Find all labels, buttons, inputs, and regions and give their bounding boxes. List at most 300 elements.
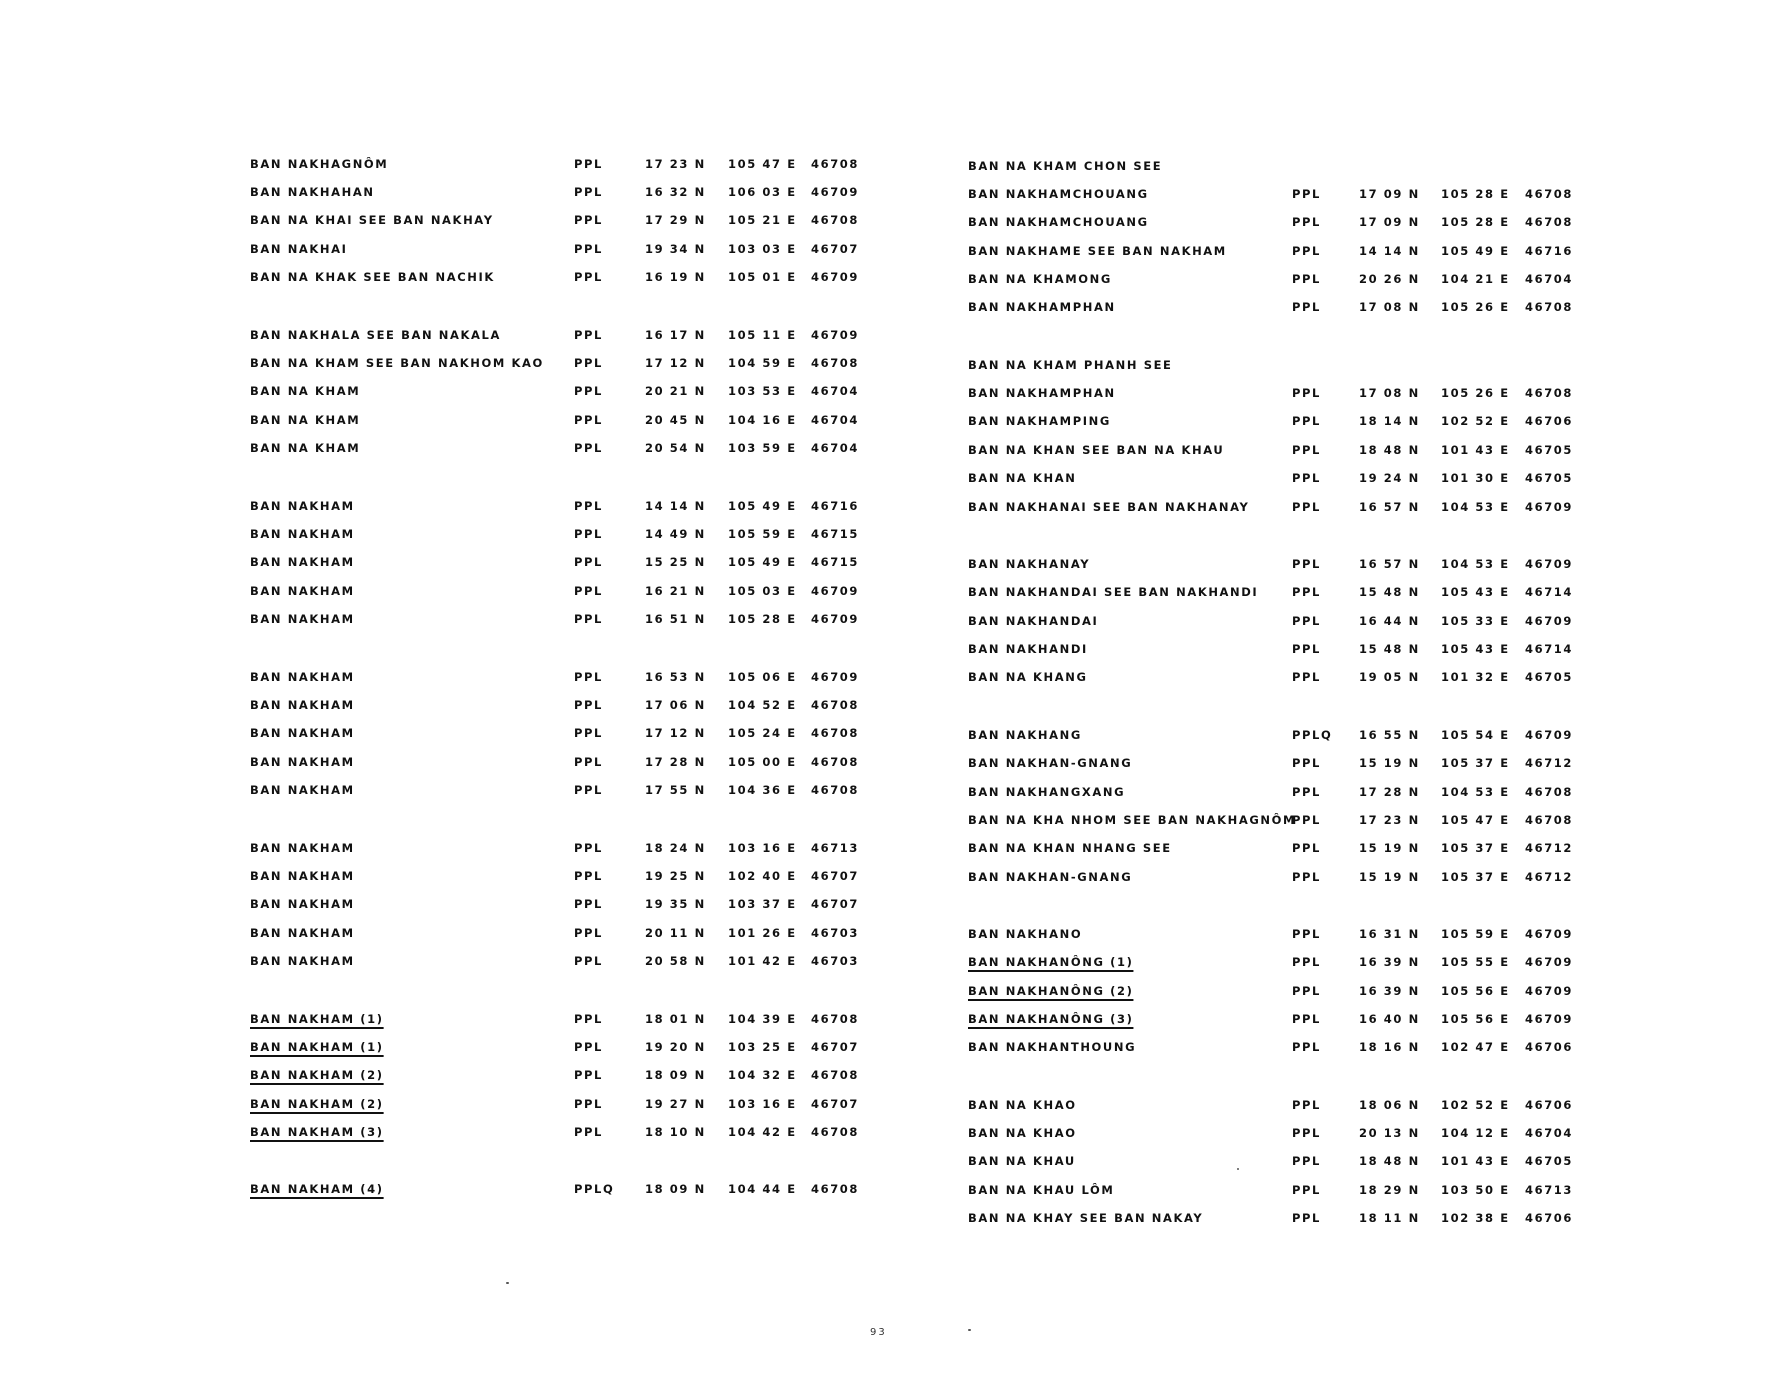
entry-lon: 103 37 E	[728, 897, 797, 911]
entry-type: PPL	[574, 726, 603, 740]
entry-lon: 105 24 E	[728, 726, 797, 740]
entry-lat: 18 48 N	[1359, 443, 1420, 457]
entry-code: 46708	[1525, 813, 1574, 827]
entry-lat: 16 40 N	[1359, 1012, 1420, 1026]
entry-code: 46709	[1525, 1012, 1574, 1026]
entry-lon: 101 30 E	[1441, 471, 1510, 485]
entry-name: BAN NAKHAM	[250, 897, 355, 911]
entry-name: BAN NAKHANÔNG (3)	[968, 1012, 1134, 1026]
entry-name: BAN NA KHAO	[968, 1126, 1077, 1140]
entry-name: BAN NAKHAM	[250, 612, 355, 626]
entry-name: BAN NAKHAI	[250, 242, 348, 256]
entry-lon: 104 12 E	[1441, 1126, 1510, 1140]
entry-lat: 16 57 N	[1359, 557, 1420, 571]
entry-lon: 105 33 E	[1441, 614, 1510, 628]
entry-code: 46705	[1525, 443, 1574, 457]
entry-lat: 16 19 N	[645, 270, 706, 284]
entry-lat: 19 35 N	[645, 897, 706, 911]
entry-type: PPL	[574, 584, 603, 598]
entry-lon: 101 42 E	[728, 954, 797, 968]
speck-mark	[1237, 1168, 1239, 1170]
entry-type: PPL	[1292, 642, 1321, 656]
entry-lon: 105 26 E	[1441, 386, 1510, 400]
entry-type: PPL	[574, 242, 603, 256]
entry-code: 46716	[811, 499, 860, 513]
entry-lat: 20 26 N	[1359, 272, 1420, 286]
entry-code: 46714	[1525, 585, 1574, 599]
entry-lat: 16 21 N	[645, 584, 706, 598]
entry-name: BAN NAKHAM	[250, 698, 355, 712]
entry-lon: 104 39 E	[728, 1012, 797, 1026]
entry-lat: 18 14 N	[1359, 414, 1420, 428]
entry-lon: 105 59 E	[728, 527, 797, 541]
entry-lat: 18 01 N	[645, 1012, 706, 1026]
entry-code: 46708	[811, 783, 860, 797]
entry-lat: 18 24 N	[645, 841, 706, 855]
entry-lon: 104 16 E	[728, 413, 797, 427]
entry-code: 46707	[811, 1040, 860, 1054]
entry-code: 46709	[811, 328, 860, 342]
entry-lat: 18 06 N	[1359, 1098, 1420, 1112]
entry-lat: 18 09 N	[645, 1182, 706, 1196]
entry-type: PPL	[1292, 471, 1321, 485]
entry-code: 46709	[1525, 500, 1574, 514]
entry-type: PPL	[1292, 187, 1321, 201]
entry-code: 46709	[1525, 955, 1574, 969]
entry-code: 46703	[811, 926, 860, 940]
entry-name: BAN NAKHAMPING	[968, 414, 1111, 428]
entry-lon: 102 47 E	[1441, 1040, 1510, 1054]
entry-code: 46708	[811, 356, 860, 370]
entry-lon: 102 40 E	[728, 869, 797, 883]
entry-name: BAN NAKHAM	[250, 869, 355, 883]
entry-lat: 18 16 N	[1359, 1040, 1420, 1054]
entry-name: BAN NA KHAI SEE BAN NAKHAY	[250, 213, 494, 227]
entry-code: 46704	[811, 413, 860, 427]
entry-name: BAN NA KHA NHOM SEE BAN NAKHAGNÔM	[968, 813, 1297, 827]
entry-lat: 17 06 N	[645, 698, 706, 712]
entry-lat: 19 20 N	[645, 1040, 706, 1054]
entry-type: PPL	[574, 213, 603, 227]
entry-code: 46709	[1525, 728, 1574, 742]
entry-code: 46715	[811, 527, 860, 541]
entry-type: PPL	[574, 670, 603, 684]
entry-lon: 103 16 E	[728, 1097, 797, 1111]
entry-lon: 101 32 E	[1441, 670, 1510, 684]
entry-code: 46712	[1525, 756, 1574, 770]
entry-name: BAN NAKHAM	[250, 841, 355, 855]
entry-name: BAN NAKHANDAI SEE BAN NAKHANDI	[968, 585, 1259, 599]
entry-name: BAN NAKHAM	[250, 527, 355, 541]
entry-lat: 18 29 N	[1359, 1183, 1420, 1197]
entry-code: 46706	[1525, 1040, 1574, 1054]
entry-name: BAN NAKHAN-GNANG	[968, 756, 1133, 770]
entry-name: BAN NAKHAM	[250, 726, 355, 740]
entry-lat: 20 11 N	[645, 926, 706, 940]
entry-type: PPL	[574, 841, 603, 855]
entry-code: 46712	[1525, 841, 1574, 855]
entry-name: BAN NAKHAM	[250, 555, 355, 569]
entry-type: PPL	[1292, 386, 1321, 400]
entry-name: BAN NAKHAM	[250, 954, 355, 968]
entry-type: PPL	[574, 499, 603, 513]
entry-lon: 105 43 E	[1441, 585, 1510, 599]
entry-type: PPL	[574, 157, 603, 171]
entry-lon: 105 37 E	[1441, 870, 1510, 884]
entry-code: 46708	[811, 726, 860, 740]
entry-code: 46708	[811, 213, 860, 227]
entry-lon: 102 38 E	[1441, 1211, 1510, 1225]
entry-name: BAN NAKHAME SEE BAN NAKHAM	[968, 244, 1227, 258]
entry-name: BAN NAKHAM	[250, 755, 355, 769]
entry-lon: 102 52 E	[1441, 1098, 1510, 1112]
entry-lat: 16 17 N	[645, 328, 706, 342]
entry-lon: 104 32 E	[728, 1068, 797, 1082]
entry-name: BAN NAKHAMCHOUANG	[968, 215, 1149, 229]
entry-lon: 101 43 E	[1441, 1154, 1510, 1168]
entry-lat: 15 19 N	[1359, 870, 1420, 884]
entry-type: PPLQ	[574, 1182, 615, 1196]
entry-lat: 16 51 N	[645, 612, 706, 626]
entry-type: PPL	[1292, 841, 1321, 855]
entry-code: 46705	[1525, 471, 1574, 485]
entry-lon: 105 43 E	[1441, 642, 1510, 656]
entry-type: PPL	[574, 755, 603, 769]
entry-lat: 17 23 N	[645, 157, 706, 171]
entry-type: PPL	[1292, 1154, 1321, 1168]
entry-lat: 18 48 N	[1359, 1154, 1420, 1168]
entry-lat: 17 08 N	[1359, 300, 1420, 314]
entry-name: BAN NAKHAM (4)	[250, 1182, 384, 1196]
entry-name: BAN NAKHAM	[250, 670, 355, 684]
entry-name: BAN NAKHANÔNG (1)	[968, 955, 1134, 969]
entry-lon: 105 00 E	[728, 755, 797, 769]
entry-code: 46709	[811, 584, 860, 598]
entry-type: PPL	[574, 954, 603, 968]
entry-lon: 105 01 E	[728, 270, 797, 284]
entry-lon: 104 59 E	[728, 356, 797, 370]
entry-name: BAN NAKHAM (2)	[250, 1068, 384, 1082]
entry-name: BAN NAKHANDI	[968, 642, 1088, 656]
entry-type: PPL	[1292, 927, 1321, 941]
entry-code: 46706	[1525, 414, 1574, 428]
entry-name: BAN NAKHAM (3)	[250, 1125, 384, 1139]
entry-lat: 19 05 N	[1359, 670, 1420, 684]
entry-name: BAN NAKHAMPHAN	[968, 300, 1116, 314]
entry-name: BAN NAKHAM	[250, 584, 355, 598]
entry-lat: 16 57 N	[1359, 500, 1420, 514]
entry-name: BAN NAKHANTHOUNG	[968, 1040, 1137, 1054]
entry-code: 46704	[811, 441, 860, 455]
entry-name: BAN NAKHAM (1)	[250, 1012, 384, 1026]
entry-code: 46705	[1525, 670, 1574, 684]
entry-type: PPL	[574, 698, 603, 712]
entry-name: BAN NAKHANÔNG (2)	[968, 984, 1134, 998]
entry-lon: 103 03 E	[728, 242, 797, 256]
entry-name: BAN NAKHAM (2)	[250, 1097, 384, 1111]
entry-lon: 105 56 E	[1441, 984, 1510, 998]
entry-code: 46709	[1525, 614, 1574, 628]
entry-lon: 104 53 E	[1441, 785, 1510, 799]
entry-lat: 18 10 N	[645, 1125, 706, 1139]
entry-lon: 105 54 E	[1441, 728, 1510, 742]
entry-lon: 105 49 E	[728, 555, 797, 569]
entry-name: BAN NA KHANG	[968, 670, 1088, 684]
entry-code: 46709	[1525, 927, 1574, 941]
entry-type: PPLQ	[1292, 728, 1333, 742]
entry-name: BAN NA KHAM	[250, 413, 361, 427]
entry-name: BAN NAKHAN-GNANG	[968, 870, 1133, 884]
speck-mark	[506, 1282, 509, 1284]
page-number: 93	[870, 1327, 887, 1338]
entry-name: BAN NA KHAM PHANH SEE	[968, 358, 1173, 372]
entry-type: PPL	[574, 1125, 603, 1139]
entry-lon: 105 49 E	[728, 499, 797, 513]
entry-name: BAN NA KHAU LÔM	[968, 1183, 1115, 1197]
entry-code: 46708	[1525, 215, 1574, 229]
entry-code: 46708	[1525, 300, 1574, 314]
entry-type: PPL	[1292, 1040, 1321, 1054]
entry-lon: 103 50 E	[1441, 1183, 1510, 1197]
entry-lat: 17 28 N	[1359, 785, 1420, 799]
entry-lat: 15 48 N	[1359, 642, 1420, 656]
entry-lat: 17 09 N	[1359, 215, 1420, 229]
entry-lat: 14 49 N	[645, 527, 706, 541]
entry-name: BAN NAKHANAI SEE BAN NAKHANAY	[968, 500, 1250, 514]
entry-code: 46704	[811, 384, 860, 398]
entry-lat: 17 28 N	[645, 755, 706, 769]
entry-code: 46712	[1525, 870, 1574, 884]
entry-lon: 104 52 E	[728, 698, 797, 712]
entry-type: PPL	[574, 897, 603, 911]
entry-lon: 105 56 E	[1441, 1012, 1510, 1026]
entry-type: PPL	[574, 1068, 603, 1082]
entry-name: BAN NA KHAM	[250, 441, 361, 455]
entry-type: PPL	[1292, 272, 1321, 286]
entry-lat: 17 23 N	[1359, 813, 1420, 827]
entry-lon: 103 16 E	[728, 841, 797, 855]
entry-type: PPL	[1292, 1126, 1321, 1140]
entry-code: 46708	[811, 1182, 860, 1196]
entry-lat: 18 11 N	[1359, 1211, 1420, 1225]
entry-type: PPL	[574, 1012, 603, 1026]
entry-type: PPL	[574, 783, 603, 797]
entry-type: PPL	[1292, 215, 1321, 229]
entry-name: BAN NA KHAM	[250, 384, 361, 398]
entry-type: PPL	[1292, 1183, 1321, 1197]
entry-lon: 104 36 E	[728, 783, 797, 797]
entry-code: 46709	[811, 670, 860, 684]
entry-type: PPL	[574, 270, 603, 284]
entry-code: 46708	[811, 1012, 860, 1026]
entry-lat: 16 39 N	[1359, 984, 1420, 998]
entry-lon: 102 52 E	[1441, 414, 1510, 428]
entry-lat: 17 29 N	[645, 213, 706, 227]
entry-name: BAN NAKHAM (1)	[250, 1040, 384, 1054]
entry-name: BAN NAKHAMPHAN	[968, 386, 1116, 400]
entry-lat: 17 08 N	[1359, 386, 1420, 400]
entry-code: 46706	[1525, 1098, 1574, 1112]
entry-lat: 20 21 N	[645, 384, 706, 398]
entry-lat: 14 14 N	[645, 499, 706, 513]
entry-code: 46709	[1525, 557, 1574, 571]
entry-type: PPL	[574, 328, 603, 342]
entry-lon: 105 37 E	[1441, 841, 1510, 855]
entry-code: 46708	[1525, 785, 1574, 799]
entry-lon: 105 55 E	[1441, 955, 1510, 969]
entry-lat: 19 24 N	[1359, 471, 1420, 485]
entry-name: BAN NAKHANG	[968, 728, 1082, 742]
entry-name: BAN NAKHAHAN	[250, 185, 375, 199]
entry-type: PPL	[1292, 500, 1321, 514]
entry-name: BAN NAKHAGNÔM	[250, 157, 389, 171]
entry-lon: 104 42 E	[728, 1125, 797, 1139]
entry-lon: 101 43 E	[1441, 443, 1510, 457]
entry-lon: 104 53 E	[1441, 557, 1510, 571]
entry-code: 46706	[1525, 1211, 1574, 1225]
entry-lon: 105 11 E	[728, 328, 797, 342]
entry-type: PPL	[1292, 813, 1321, 827]
entry-type: PPL	[1292, 670, 1321, 684]
entry-lat: 19 34 N	[645, 242, 706, 256]
entry-type: PPL	[574, 612, 603, 626]
entry-lat: 20 58 N	[645, 954, 706, 968]
entry-type: PPL	[1292, 1098, 1321, 1112]
entry-name: BAN NA KHAU	[968, 1154, 1076, 1168]
entry-type: PPL	[1292, 955, 1321, 969]
entry-lon: 105 03 E	[728, 584, 797, 598]
entry-lat: 14 14 N	[1359, 244, 1420, 258]
entry-code: 46708	[811, 1068, 860, 1082]
entry-lon: 105 06 E	[728, 670, 797, 684]
entry-name: BAN NA KHAK SEE BAN NACHIK	[250, 270, 495, 284]
entry-lat: 18 09 N	[645, 1068, 706, 1082]
entry-lat: 17 55 N	[645, 783, 706, 797]
entry-lon: 105 28 E	[1441, 187, 1510, 201]
entry-type: PPL	[1292, 1211, 1321, 1225]
entry-code: 46708	[811, 755, 860, 769]
entry-lat: 16 31 N	[1359, 927, 1420, 941]
entry-code: 46707	[811, 897, 860, 911]
entry-type: PPL	[574, 527, 603, 541]
entry-type: PPL	[1292, 870, 1321, 884]
entry-code: 46715	[811, 555, 860, 569]
entry-code: 46709	[811, 270, 860, 284]
entry-lon: 105 28 E	[1441, 215, 1510, 229]
entry-type: PPL	[574, 555, 603, 569]
entry-code: 46707	[811, 1097, 860, 1111]
entry-type: PPL	[574, 356, 603, 370]
entry-lat: 15 25 N	[645, 555, 706, 569]
entry-lon: 105 49 E	[1441, 244, 1510, 258]
entry-lat: 17 12 N	[645, 726, 706, 740]
entry-name: BAN NAKHAM	[250, 499, 355, 513]
entry-code: 46708	[1525, 386, 1574, 400]
entry-type: PPL	[1292, 756, 1321, 770]
entry-code: 46704	[1525, 1126, 1574, 1140]
entry-lon: 104 53 E	[1441, 500, 1510, 514]
entry-type: PPL	[1292, 614, 1321, 628]
entry-type: PPL	[574, 384, 603, 398]
entry-name: BAN NA KHAM CHON SEE	[968, 159, 1163, 173]
entry-type: PPL	[1292, 300, 1321, 314]
entry-lon: 105 26 E	[1441, 300, 1510, 314]
entry-lon: 104 44 E	[728, 1182, 797, 1196]
entry-code: 46708	[811, 1125, 860, 1139]
entry-lat: 17 09 N	[1359, 187, 1420, 201]
entry-type: PPL	[1292, 414, 1321, 428]
entry-name: BAN NA KHAM SEE BAN NAKHOM KAO	[250, 356, 544, 370]
entry-lon: 105 47 E	[728, 157, 797, 171]
entry-lon: 104 21 E	[1441, 272, 1510, 286]
entry-code: 46708	[811, 157, 860, 171]
entry-lon: 106 03 E	[728, 185, 797, 199]
entry-lon: 103 53 E	[728, 384, 797, 398]
entry-type: PPL	[574, 185, 603, 199]
entry-lon: 105 59 E	[1441, 927, 1510, 941]
entry-type: PPL	[574, 441, 603, 455]
entry-name: BAN NAKHAMCHOUANG	[968, 187, 1149, 201]
entry-code: 46714	[1525, 642, 1574, 656]
entry-name: BAN NA KHAO	[968, 1098, 1077, 1112]
entry-type: PPL	[574, 869, 603, 883]
entry-code: 46713	[1525, 1183, 1574, 1197]
entry-name: BAN NAKHANO	[968, 927, 1083, 941]
entry-lat: 16 55 N	[1359, 728, 1420, 742]
entry-name: BAN NA KHAY SEE BAN NAKAY	[968, 1211, 1204, 1225]
entry-name: BAN NAKHANAY	[968, 557, 1091, 571]
entry-lon: 101 26 E	[728, 926, 797, 940]
entry-lon: 105 47 E	[1441, 813, 1510, 827]
entry-name: BAN NAKHANDAI	[968, 614, 1099, 628]
entry-lat: 15 48 N	[1359, 585, 1420, 599]
entry-code: 46709	[811, 185, 860, 199]
entry-type: PPL	[1292, 1012, 1321, 1026]
entry-code: 46707	[811, 869, 860, 883]
entry-name: BAN NA KHAN SEE BAN NA KHAU	[968, 443, 1225, 457]
entry-type: PPL	[574, 413, 603, 427]
entry-lat: 20 54 N	[645, 441, 706, 455]
entry-name: BAN NAKHANGXANG	[968, 785, 1126, 799]
entry-lon: 105 37 E	[1441, 756, 1510, 770]
entry-type: PPL	[1292, 244, 1321, 258]
entry-code: 46708	[1525, 187, 1574, 201]
speck-mark	[968, 1329, 971, 1331]
entry-lat: 16 39 N	[1359, 955, 1420, 969]
entry-name: BAN NAKHALA SEE BAN NAKALA	[250, 328, 501, 342]
entry-code: 46703	[811, 954, 860, 968]
entry-type: PPL	[1292, 984, 1321, 998]
entry-code: 46707	[811, 242, 860, 256]
entry-name: BAN NAKHAM	[250, 926, 355, 940]
entry-type: PPL	[1292, 785, 1321, 799]
entry-lon: 103 59 E	[728, 441, 797, 455]
entry-type: PPL	[574, 1040, 603, 1054]
entry-code: 46708	[811, 698, 860, 712]
entry-code: 46716	[1525, 244, 1574, 258]
entry-name: BAN NAKHAM	[250, 783, 355, 797]
entry-type: PPL	[1292, 585, 1321, 599]
entry-lat: 16 53 N	[645, 670, 706, 684]
entry-name: BAN NA KHAMONG	[968, 272, 1112, 286]
entry-code: 46709	[1525, 984, 1574, 998]
entry-lat: 17 12 N	[645, 356, 706, 370]
entry-code: 46705	[1525, 1154, 1574, 1168]
entry-type: PPL	[1292, 557, 1321, 571]
entry-lat: 19 27 N	[645, 1097, 706, 1111]
entry-name: BAN NA KHAN	[968, 471, 1077, 485]
entry-lat: 15 19 N	[1359, 756, 1420, 770]
